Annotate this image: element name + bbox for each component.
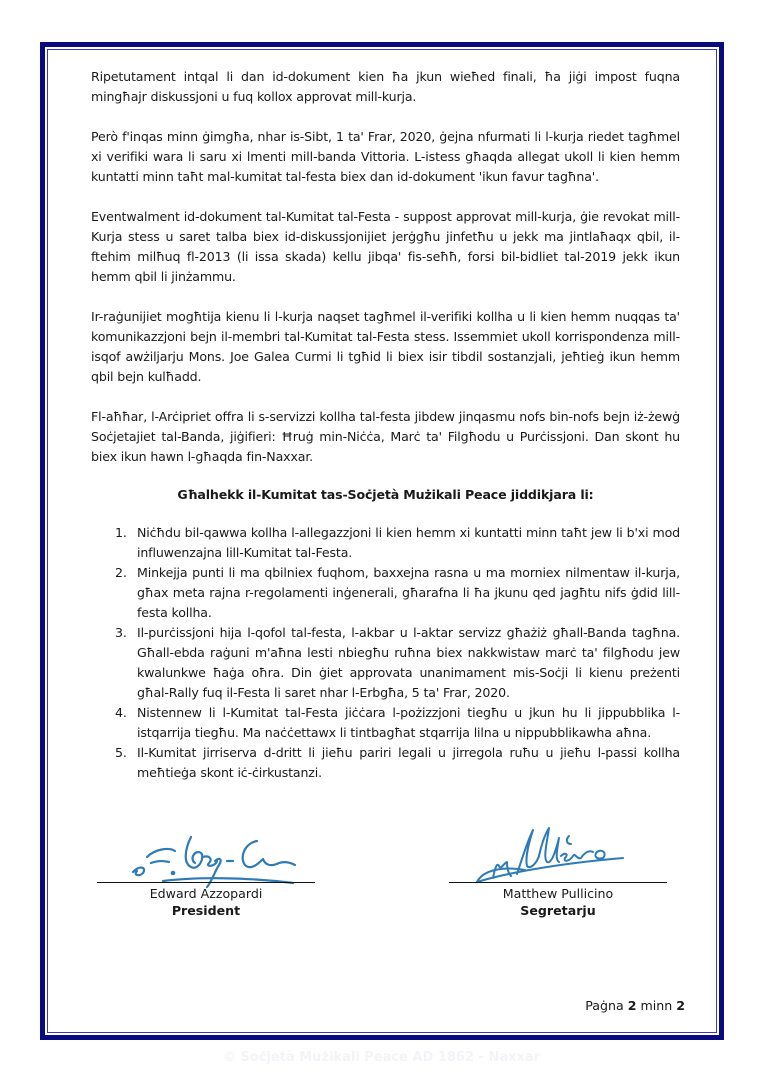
signature-block-secretary [449,882,667,919]
list-item [91,623,680,703]
paragraph: Eventwalment id-dokument tal-Kumitat tal-Festa - suppost approvat mill-kurja, ġie revokat mill-Kurja stess u saret talba biex id-diskussjonijiet jerġgħu jinfetħu u jekk ma jintlaħaqx qbil, il-ftehim milħuq fl-2013 (li issa skada) kellu jibqa' fis-seħħ, forsi bil-bidliet tal-2019 jekk ikun hemm qbil li jinżammu. [91,209,680,284]
list-number: 2. [115,565,127,580]
list-number: 5. [115,745,127,760]
list-item [91,563,680,623]
list-item [91,523,680,563]
signature-line [97,882,315,883]
signatory-name: Edward Azzopardi [149,886,263,901]
signature-block-president [97,882,315,919]
declaration-list [91,523,680,783]
list-item [91,703,680,743]
page-frame [40,42,724,1040]
list-text: Il-purċissjoni hija l-qofol tal-festa, l-akbar u l-aktar servizz għażiż għall-Banda tagħna. Għall-ebda raġuni m'aħna lesti nbiegħu ruħna biex nakkwistaw marċ ta' filgħodu jew kwalunkwe ħaġa oħra. Din ġiet approvata unanimament mis-Soċji li kienu preżenti għal-Rally fuq il-Festa li saret nhar l-Erbgħa, 5 ta' Frar, 2020. [137,625,680,700]
list-item [91,743,680,783]
list-number: 1. [115,525,127,540]
signatory-title: President [171,903,241,918]
paragraph: Fl-aħħar, l-Arċipriet offra li s-servizzi kollha tal-festa jibdew jinqasmu nofs bin-nofs bejn iż-żewġ Soċjetajiet tal-Banda, jiġifieri: Ħruġ min-Niċċa, Marċ ta' Filgħodu u Purċissjoni. Dan skont hu biex ikun hawn l-għaqda fin-Naxxar. [91,409,680,464]
declaration-heading: Għalhekk il-Kumitat tas-Soċjetà Mużikali Peace jiddikjara li: [177,487,594,502]
page-number [585,998,685,1013]
page-separator: minn [640,998,673,1013]
paragraph: Ir-raġunijiet mogħtija kienu li l-kurja naqset tagħmel il-verifiki kollha u li kien hemm nuqqas ta' komunikazzjoni bejn il-membri tal-Kumitat tal-Festa stess. Issemmiet ukoll korrispondenza mill-isqof awżiljarju Mons. Joe Galea Curmi li tgħid li biex isir tibdil sostanzjali, jeħtieġ ikun hemm qbil bejn kulħadd. [91,309,680,384]
page-label: Paġna [585,998,624,1013]
signatory-title: Segretarju [520,903,596,918]
paragraph: Ripetutament intqal li dan id-dokument kien ħa jkun wieħed finali, ħa jiġi impost fuqna mingħajr diskussjoni u fuq kollox approvat mill-kurja. [91,69,680,104]
page-total: 2 [676,998,685,1013]
list-text: Nistennew li l-Kumitat tal-Festa jiċċara l-pożizzjoni tiegħu u jkun hu li jippubblika l-istqarrija tiegħu. Ma naċċettawx li tintbagħat stqarrija lilna u nippubblikawha aħna. [137,705,680,740]
page-current: 2 [627,998,637,1013]
list-text: Il-Kumitat jirriserva d-dritt li jieħu pariri legali u jirregola ruħu u jieħu l-passi kollha meħtieġa skont iċ-ċirkustanzi. [137,745,680,780]
signature-line [449,882,667,883]
signatory-name: Matthew Pullicino [502,886,614,901]
copyright-footer: © Soċjetà Mużikali Peace AD 1862 - Naxxar [222,1050,541,1065]
list-number: 3. [115,625,127,640]
paragraph: Però f'inqas minn ġimgħa, nhar is-Sibt, 1 ta' Frar, 2020, ġejna nfurmati li l-kurja riedet tagħmel xi verifiki wara li saru xi lmenti mill-banda Vittoria. L-istess għaqda allegat ukoll li kien hemm kuntatti minn taħt mal-kumitat tal-festa biex dan id-dokument 'ikun favur tagħna'. [91,129,680,184]
list-number: 4. [115,705,127,720]
list-text: Niċħdu bil-qawwa kollha l-allegazzjoni li kien hemm xi kuntatti minn taħt jew li b'xi mod influwenzajna lill-Kumitat tal-Festa. [137,525,680,560]
list-text: Minkejja punti li ma qbilniex fuqhom, baxxejna rasna u ma morniex nilmentaw il-kurja, għax meta rajna r-regolamenti inġenerali, għarafna li ħa jkunu qed jagħtu nifs ġdid lill-festa kollha. [137,565,680,620]
document-body [91,67,680,783]
